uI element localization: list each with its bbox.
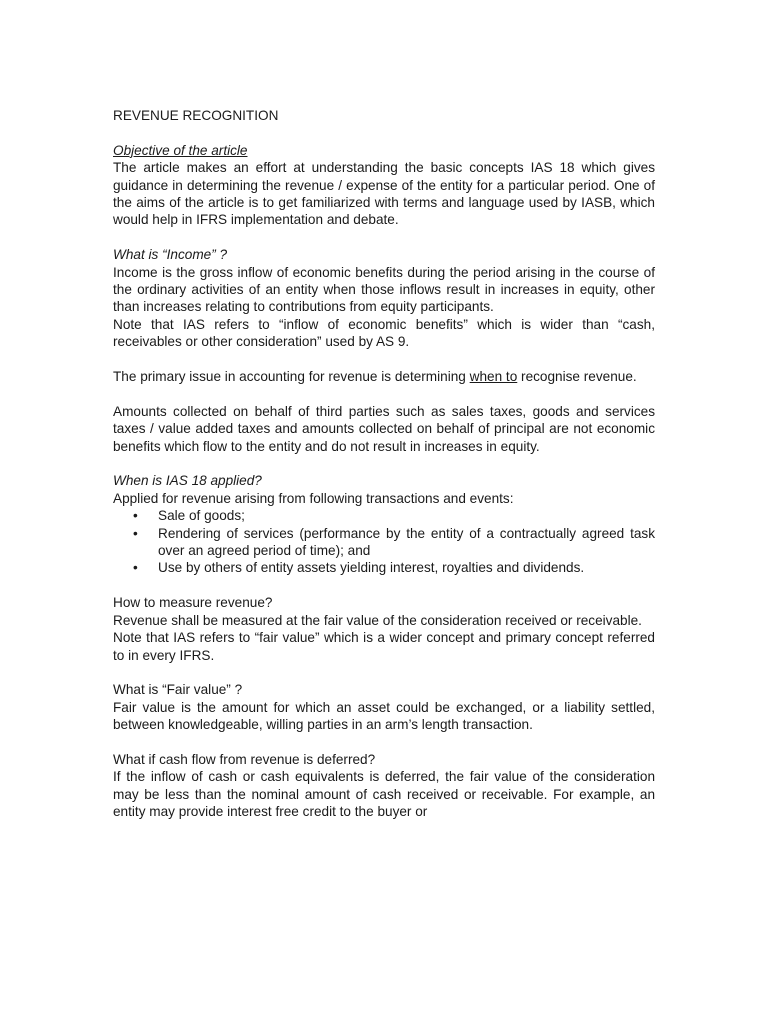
income-paragraph: Income is the gross inflow of economic benefits during the period arising in the course of the ordinary activities of an entity when those inflows result in increases in equity, other than increases relating to contributions from equity participants. [113,264,655,315]
bullet-icon: • [133,560,138,576]
list-item [113,559,655,576]
primary-issue-emphasis: when to [469,369,518,385]
deferred-heading: What if cash flow from revenue is deferred? [113,751,376,767]
primary-issue-text-after: recognise revenue. [517,369,637,385]
applied-bullet-list [113,507,655,577]
list-item-text: Rendering of services (performance by the entity of a contractually agreed task over an agreed period of time); and [158,525,655,559]
document-page [113,107,655,821]
list-item [113,525,655,560]
bullet-icon: • [133,508,138,524]
primary-issue-text-before: The primary issue in accounting for revenue is determining [113,369,470,385]
applied-intro: Applied for revenue arising from following transactions and events: [113,490,514,506]
objective-paragraph: The article makes an effort at understanding the basic concepts IAS 18 which gives guidance in determining the revenue / expense of the entity for a particular period. One of the aims of the article is to get familiarized with terms and language used by IASB, which would help in IFRS implementation and debate. [113,160,655,228]
applied-heading: When is IAS 18 applied? [113,473,262,489]
bullet-icon: • [133,525,138,541]
deferred-paragraph: If the inflow of cash or cash equivalents is deferred, the fair value of the consideration may be less than the nominal amount of cash received or receivable. For example, an entity may provide interest free credit to the buyer or [113,769,655,820]
objective-heading: Objective of the article [113,142,248,158]
measure-paragraph: Revenue shall be measured at the fair value of the consideration received or receivable. [113,612,642,628]
fair-value-paragraph: Fair value is the amount for which an asset could be exchanged, or a liability settled, between knowledgeable, willing parties in an arm’s length transaction. [113,699,655,733]
measure-note: Note that IAS refers to “fair value” which is a wider concept and primary concept referred to in every IFRS. [113,630,655,663]
document-title: REVENUE RECOGNITION [113,108,279,123]
amounts-collected-paragraph: Amounts collected on behalf of third parties such as sales taxes, goods and services taxes / value added taxes and amounts collected on behalf of principal are not economic benefits which flow to the entity and do not result in increases in equity. [113,403,655,454]
list-item-text: Use by others of entity assets yielding interest, royalties and dividends. [158,560,585,576]
income-heading: What is “Income” ? [113,247,228,263]
income-note: Note that IAS refers to “inflow of economic benefits” which is wider than “cash, receivables or other consideration” used by AS 9. [113,316,655,350]
measure-heading: How to measure revenue? [113,595,273,611]
list-item [113,507,655,524]
fair-value-heading: What is “Fair value” ? [113,682,243,698]
primary-issue-paragraph [113,368,655,385]
list-item-text: Sale of goods; [158,508,245,524]
